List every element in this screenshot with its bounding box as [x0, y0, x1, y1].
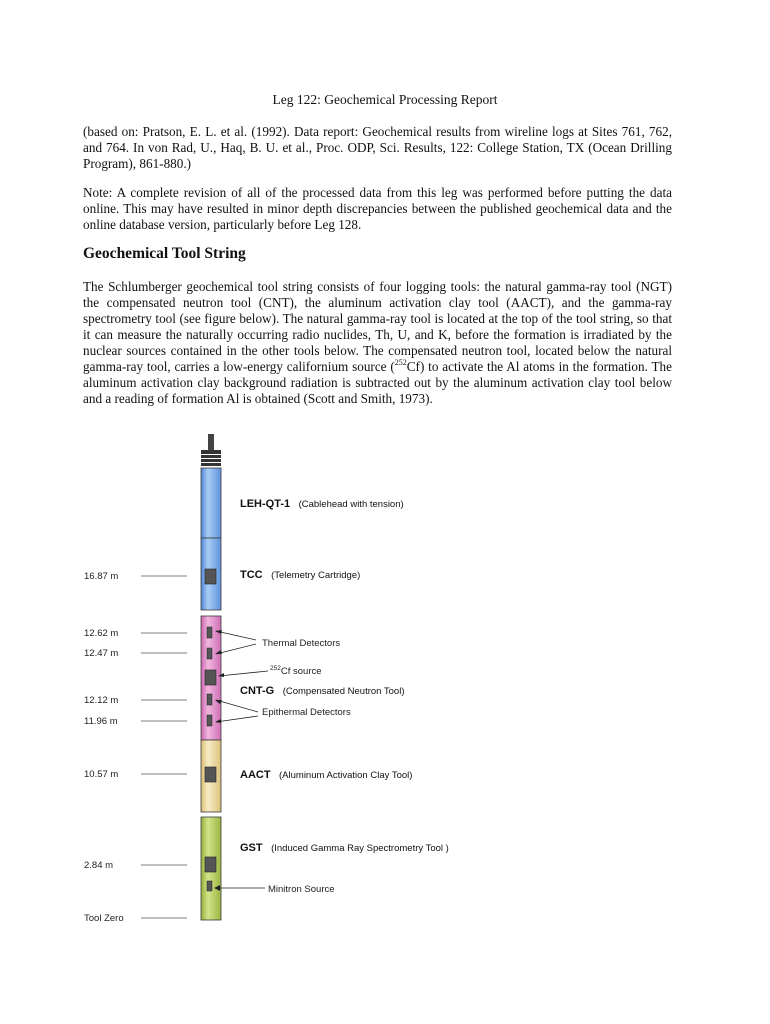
cf-source-block	[205, 670, 216, 685]
depth-label: 10.57 m	[84, 769, 119, 780]
paragraph-text-part1: The Schlumberger geochemical tool string consists of four logging tools: the natural gamma-ray tool (NGT) the compensated neutron tool (CNT), the aluminum activation clay tool (AACT), and the gamma-ray spectrometry tool (see figure below). The natural gamma-ray tool is located at the top of the tool string, so that it can measure the naturally occurring radio nuclides, Th, U, and K, before the formation is irradiated by the nuclear sources contained in the other tools below. The compensated neutron tool, located below the natural gamma-ray tool, carries a low-energy californium source (	[83, 279, 672, 374]
depth-ticks	[141, 576, 187, 918]
tool-string-paragraph	[83, 279, 672, 407]
thermal-detector-1	[207, 627, 212, 638]
cablehead-connector	[201, 434, 221, 466]
leh-qt-section	[201, 468, 221, 538]
epithermal-detectors-label: Epithermal Detectors	[262, 707, 351, 718]
tool-abbr: GST	[240, 842, 263, 854]
depth-label: 16.87 m	[84, 571, 119, 582]
tool-desc: (Induced Gamma Ray Spectrometry Tool )	[271, 843, 449, 854]
tool-desc: (Compensated Neutron Tool)	[282, 686, 405, 697]
gst-sensor	[205, 857, 216, 872]
tcc-sensor	[205, 569, 216, 584]
tool-desc: (Telemetry Cartridge)	[271, 570, 361, 581]
tool-desc: (Aluminum Activation Clay Tool)	[279, 770, 413, 781]
tool-label-aact	[240, 765, 412, 782]
minitron-block	[207, 881, 212, 891]
tool-label-tcc	[240, 565, 360, 582]
reference-paragraph: (based on: Pratson, E. L. et al. (1992). Data report: Geochemical results from wireline logs at Sites 761, 762, and 764. In von Rad, U., Haq, B. U. et al., Proc. ODP, Sci. Results, 122: College Station, TX (Ocean Drilling Program), 861-880.)	[83, 124, 672, 171]
tool-string-figure	[0, 428, 770, 928]
minitron-source-label: Minitron Source	[268, 884, 335, 895]
depth-label: 12.12 m	[84, 695, 119, 706]
tool-label-gst	[240, 838, 449, 855]
depth-label: Tool Zero	[84, 913, 124, 924]
paragraph-superscript: 252	[394, 358, 407, 367]
depth-label: 12.62 m	[84, 628, 119, 639]
tool-desc: (Cablehead with tension)	[298, 499, 404, 510]
epithermal-detector-1	[207, 694, 212, 705]
thermal-detector-2	[207, 648, 212, 659]
tool-abbr: AACT	[240, 769, 271, 781]
tool-abbr: CNT-G	[240, 685, 275, 697]
tool-abbr: LEH-QT-1	[240, 498, 291, 510]
tool-abbr: TCC	[240, 569, 263, 581]
page-title: Leg 122: Geochemical Processing Report	[272, 92, 498, 107]
depth-label: 2.84 m	[84, 860, 114, 871]
section-heading: Geochemical Tool String	[83, 245, 246, 262]
depth-label: 11.96 m	[84, 716, 118, 727]
cf-source-sup: 252	[270, 665, 281, 672]
depth-label: 12.47 m	[84, 648, 119, 659]
aact-sensor	[205, 767, 216, 782]
cf-source-text: Cf source	[280, 666, 322, 677]
cf-source-label	[270, 665, 322, 677]
thermal-detectors-label: Thermal Detectors	[262, 638, 341, 649]
paragraph-text-part2: Cf) to activate the Al atoms in the formation. The aluminum activation clay background radiation is subtracted out by the aluminum activation clay tool below and a reading of formation Al is obtained (Scott and Smith, 1973).	[83, 359, 672, 406]
epithermal-detector-2	[207, 715, 212, 726]
note-paragraph: Note: A complete revision of all of the processed data from this leg was performed before putting the data online. This may have resulted in minor depth discrepancies between the published geochemical data and the online database version, particularly before Leg 128.	[83, 185, 672, 232]
tool-label-cnt-g	[240, 681, 405, 698]
tool-label-leh-qt-1	[240, 494, 404, 511]
